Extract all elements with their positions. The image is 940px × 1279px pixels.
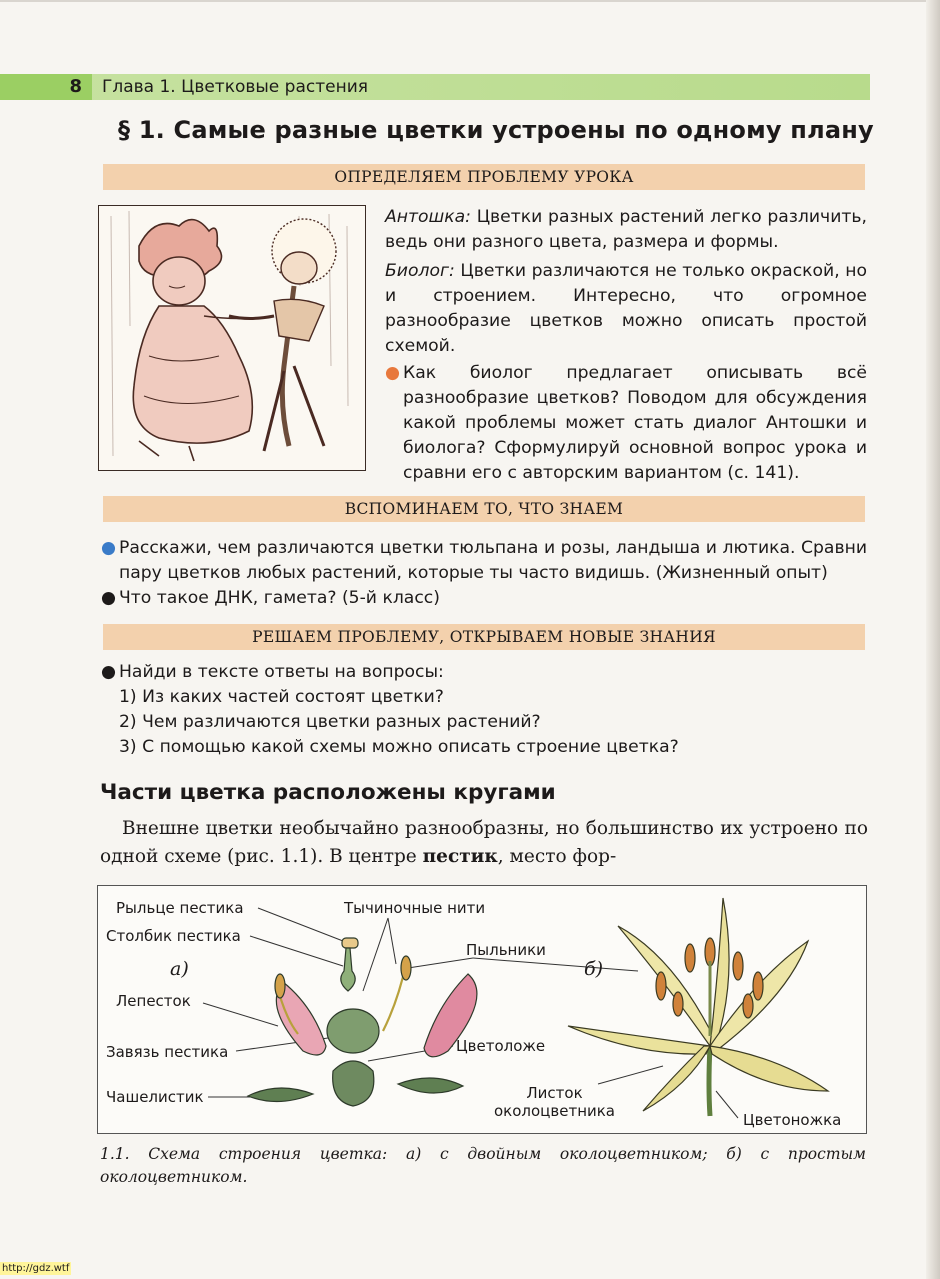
question-block: Как биолог предлагает описывать всё разнообразие цветков? Поводом для обсуждения какой проблемы может стать диалог Антошки и биолога? Сформулируй основной вопрос урока и сравни его с авторским вариантом (с. 141).	[403, 363, 867, 483]
flower-structure-figure	[97, 885, 867, 1134]
bullet-blue-icon: ●	[101, 538, 116, 558]
dialog-line-2: Цветки различаются не только окраской, но и строением. Интересно, что огромное разнообразие цветков можно описать простой схемой.	[385, 261, 867, 356]
paragraph-part-2: , место фор-	[497, 846, 617, 867]
dialog-antoshka	[385, 205, 867, 255]
section-title: § 1. Самые разные цветки устроены по одному плану	[118, 116, 874, 144]
remember-item-2: Что такое ДНК, гамета? (5-й класс)	[119, 588, 440, 608]
label-filaments: Тычиночные нити	[344, 899, 486, 917]
body-paragraph	[100, 815, 868, 871]
chapter-title: Глава 1. Цветковые растения	[102, 77, 368, 97]
watermark-link[interactable]: http://gdz.wtf	[2, 1263, 70, 1274]
bullet-orange-icon: ●	[385, 363, 400, 383]
label-anthers: Пыльники	[466, 941, 546, 959]
solve-question-2: 2) Чем различаются цветки разных растений?	[119, 712, 541, 732]
label-style: Столбик пестика	[106, 927, 241, 945]
band-solve: РЕШАЕМ ПРОБЛЕМУ, ОТКРЫВАЕМ НОВЫЕ ЗНАНИЯ	[103, 624, 865, 650]
dance-illustration	[98, 205, 366, 471]
page-top-edge	[0, 0, 940, 2]
bullet-black-icon: ●	[101, 662, 116, 682]
bullet-black-icon: ●	[101, 588, 116, 608]
remember-item-1: Расскажи, чем различаются цветки тюльпана и розы, ландыша и лютика. Сравни пару цветков любых растений, которые ты часто видишь. (Жизненный опыт)	[119, 538, 867, 583]
dialog-biologist	[385, 259, 867, 359]
paragraph-bold-term: пестик	[422, 846, 498, 867]
band-problem: ОПРЕДЕЛЯЕМ ПРОБЛЕМУ УРОКА	[103, 164, 865, 190]
label-b: б)	[584, 958, 604, 980]
page-number: 8	[0, 74, 92, 100]
label-receptacle: Цветоложе	[456, 1037, 546, 1055]
figure-caption: 1.1. Схема строения цветка: а) с двойным околоцветником; б) с простым околоцветником.	[100, 1145, 866, 1186]
band-remember: ВСПОМИНАЕМ ТО, ЧТО ЗНАЕМ	[103, 496, 865, 522]
solve-intro: Найди в тексте ответы на вопросы:	[119, 662, 444, 682]
label-stigma: Рыльце пестика	[116, 899, 244, 917]
label-petal: Лепесток	[116, 992, 191, 1010]
solve-question-1: 1) Из каких частей состоят цветки?	[119, 687, 444, 707]
speaker-biologist: Биолог:	[385, 261, 455, 281]
label-a: а)	[170, 958, 189, 980]
label-sepal: Чашелистик	[106, 1088, 204, 1106]
subheading: Части цветка расположены кругами	[100, 780, 556, 805]
paragraph-part-1: Внешне цветки необычайно разнообразны, но большинство их устроено по одной схеме (рис. 1.1). В центре	[100, 818, 868, 867]
page-edge-shadow	[926, 0, 940, 1279]
flower-diagram	[98, 886, 866, 1133]
speaker-antoshka: Антошка:	[385, 207, 471, 227]
solve-question-3: 3) С помощью какой схемы можно описать строение цветка?	[119, 737, 679, 757]
label-ovary: Завязь пестика	[106, 1043, 229, 1061]
dancing-flowers-drawing	[99, 206, 364, 469]
label-tepal: Листок околоцветника	[494, 1084, 616, 1120]
dialog-line-1: Цветки разных растений легко различить, ведь они разного цвета, размера и формы.	[385, 207, 867, 252]
label-pedicel: Цветоножка	[743, 1111, 842, 1129]
